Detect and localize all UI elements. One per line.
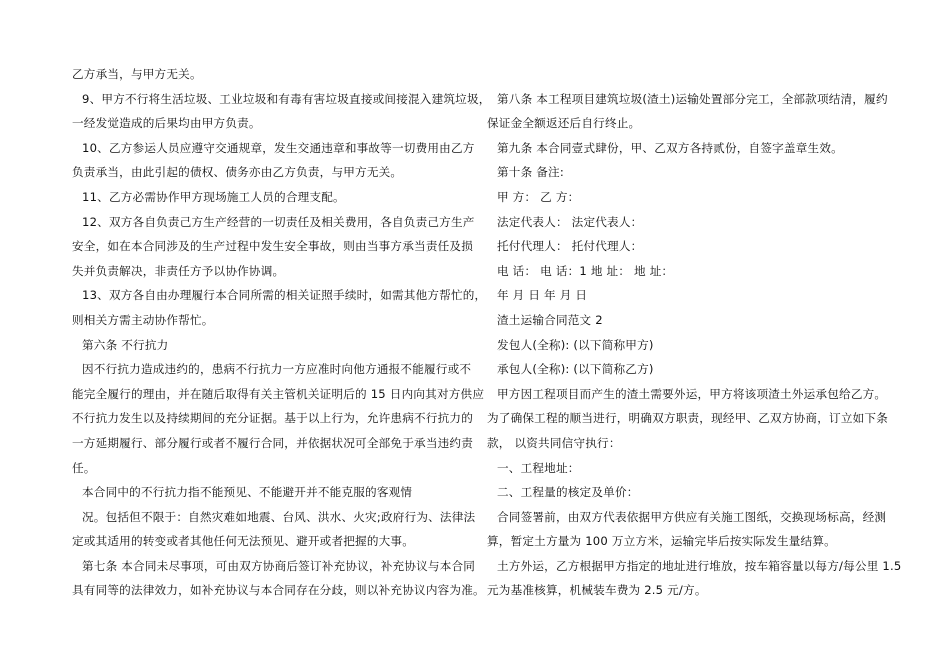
paragraph-line: 因不行抗力造成违约的，患病不行抗力一方应准时向他方通报不能履行或不 — [82, 362, 472, 377]
paragraph-line: 第六条 不行抗力 — [82, 337, 169, 352]
paragraph-line: 甲方因工程项目而产生的渣土需要外运，甲方将该项渣土外运承包给乙方。 — [497, 386, 887, 401]
paragraph-line: 具有同等的法律效力，如补充协议与本合同存在分歧，则以补充协议内容为准。 — [72, 583, 485, 598]
paragraph-line: 法定代表人： 法定代表人： — [497, 214, 643, 229]
paragraph-line: 渣土运输合同范文 2 — [497, 312, 603, 327]
paragraph-line: 本合同中的不行抗力指不能预见、不能避开并不能克服的客观情 — [82, 485, 413, 500]
paragraph-line: 年 月 日 年 月 日 — [497, 288, 588, 303]
paragraph-line: 第八条 本工程项目建筑垃圾(渣土)运输处置部分完工，全部款项结清，履约 — [497, 91, 888, 106]
paragraph-line: 承包人(全称): (以下简称乙方) — [497, 362, 654, 377]
paragraph-line: 负责承当，由此引起的债权、债务亦由乙方负责，与甲方无关。 — [72, 165, 403, 180]
paragraph-line: 土方外运，乙方根据甲方指定的地址进行堆放，按车箱容量以每方/每公里 1.5 — [497, 558, 902, 573]
paragraph-line: 不行抗力发生以及持续期间的充分证据。基于以上行为，允许患病不行抗力的 — [72, 411, 473, 426]
paragraph-line: 第十条 备注: — [497, 165, 564, 180]
paragraph-line: 发包人(全称): (以下简称甲方) — [497, 337, 654, 352]
paragraph-line: 则相关方需主动协作帮忙。 — [72, 312, 214, 327]
paragraph-line: 合同签署前，由双方代表依据甲方供应有关施工图纸，交换现场标高，经测 — [497, 509, 887, 524]
paragraph-line: 为了确保工程的顺当进行，明确双方职责，现经甲、乙双方协商，订立如下条 — [487, 411, 888, 426]
paragraph-line: 第七条 本合同未尽事项，可由双方协商后签订补充协议，补充协议与本合同 — [82, 558, 476, 573]
paragraph-line: 9、甲方不行将生活垃圾、工业垃圾和有毒有害垃圾直接或间接混入建筑垃圾， — [82, 91, 491, 106]
paragraph-line: 一方延期履行、部分履行或者不履行合同，并依据状况可全部免于承当违约责 — [72, 435, 473, 450]
paragraph-line: 元为基准核算，机械装车费为 2.5 元/方。 — [487, 583, 707, 598]
paragraph-line: 况。包括但不限于：自然灾难如地震、台风、洪水、火灾;政府行为、法律法 — [82, 509, 476, 524]
right-text-column — [487, 62, 902, 603]
left-text-column — [72, 62, 491, 603]
paragraph-line: 失并负责解决，非责任方予以协作协调。 — [72, 263, 285, 278]
paragraph-line: 乙方承当，与甲方无关。 — [72, 67, 202, 81]
paragraph-line: 二、工程量的核定及单价： — [497, 485, 639, 500]
paragraph-line: 安全，如在本合同涉及的生产过程中发生安全事故，则由当事方承当责任及损 — [72, 239, 473, 254]
paragraph-line: 托付代理人： 托付代理人： — [497, 239, 643, 254]
paragraph-line: 能完全履行的理由，并在随后取得有关主管机关证明后的 15 日内向其对方供应 — [72, 386, 485, 401]
paragraph-line: 任。 — [72, 460, 96, 475]
paragraph-line: 12、双方各自负责己方生产经营的一切责任及相关费用，各自负责己方生产 — [82, 214, 475, 229]
paragraph-line: 甲 方： 乙 方： — [497, 189, 580, 204]
paragraph-line: 定或其适用的转变或者其他任何无法预见、避开或者把握的大事。 — [72, 534, 415, 549]
paragraph-line: 13、双方各自由办理履行本合同所需的相关证照手续时，如需其他方帮忙的， — [82, 288, 487, 303]
paragraph-line: 算，暂定土方量为 100 万立方米，运输完毕后按实际发生量结算。 — [487, 534, 836, 549]
paragraph-line: 款， 以资共同信守执行： — [487, 435, 621, 450]
paragraph-line: 保证金全额返还后自行终止。 — [487, 116, 641, 131]
paragraph-line: 电 话： 电 话：1 地 址： 地 址： — [497, 263, 674, 278]
paragraph-line: 第九条 本合同壹式肆份，甲、乙双方各持贰份，自签字盖章生效。 — [497, 140, 843, 155]
paragraph-line: 11、乙方必需协作甲方现场施工人员的合理支配。 — [82, 189, 345, 204]
paragraph-line: 一经发觉造成的后果均由甲方负责。 — [72, 116, 261, 131]
paragraph-line — [487, 62, 880, 87]
paragraph-line: 10、乙方参运人员应遵守交通规章，发生交通违章和事故等一切费用由乙方 — [82, 140, 475, 155]
paragraph-line: 一、工程地址： — [497, 460, 580, 475]
